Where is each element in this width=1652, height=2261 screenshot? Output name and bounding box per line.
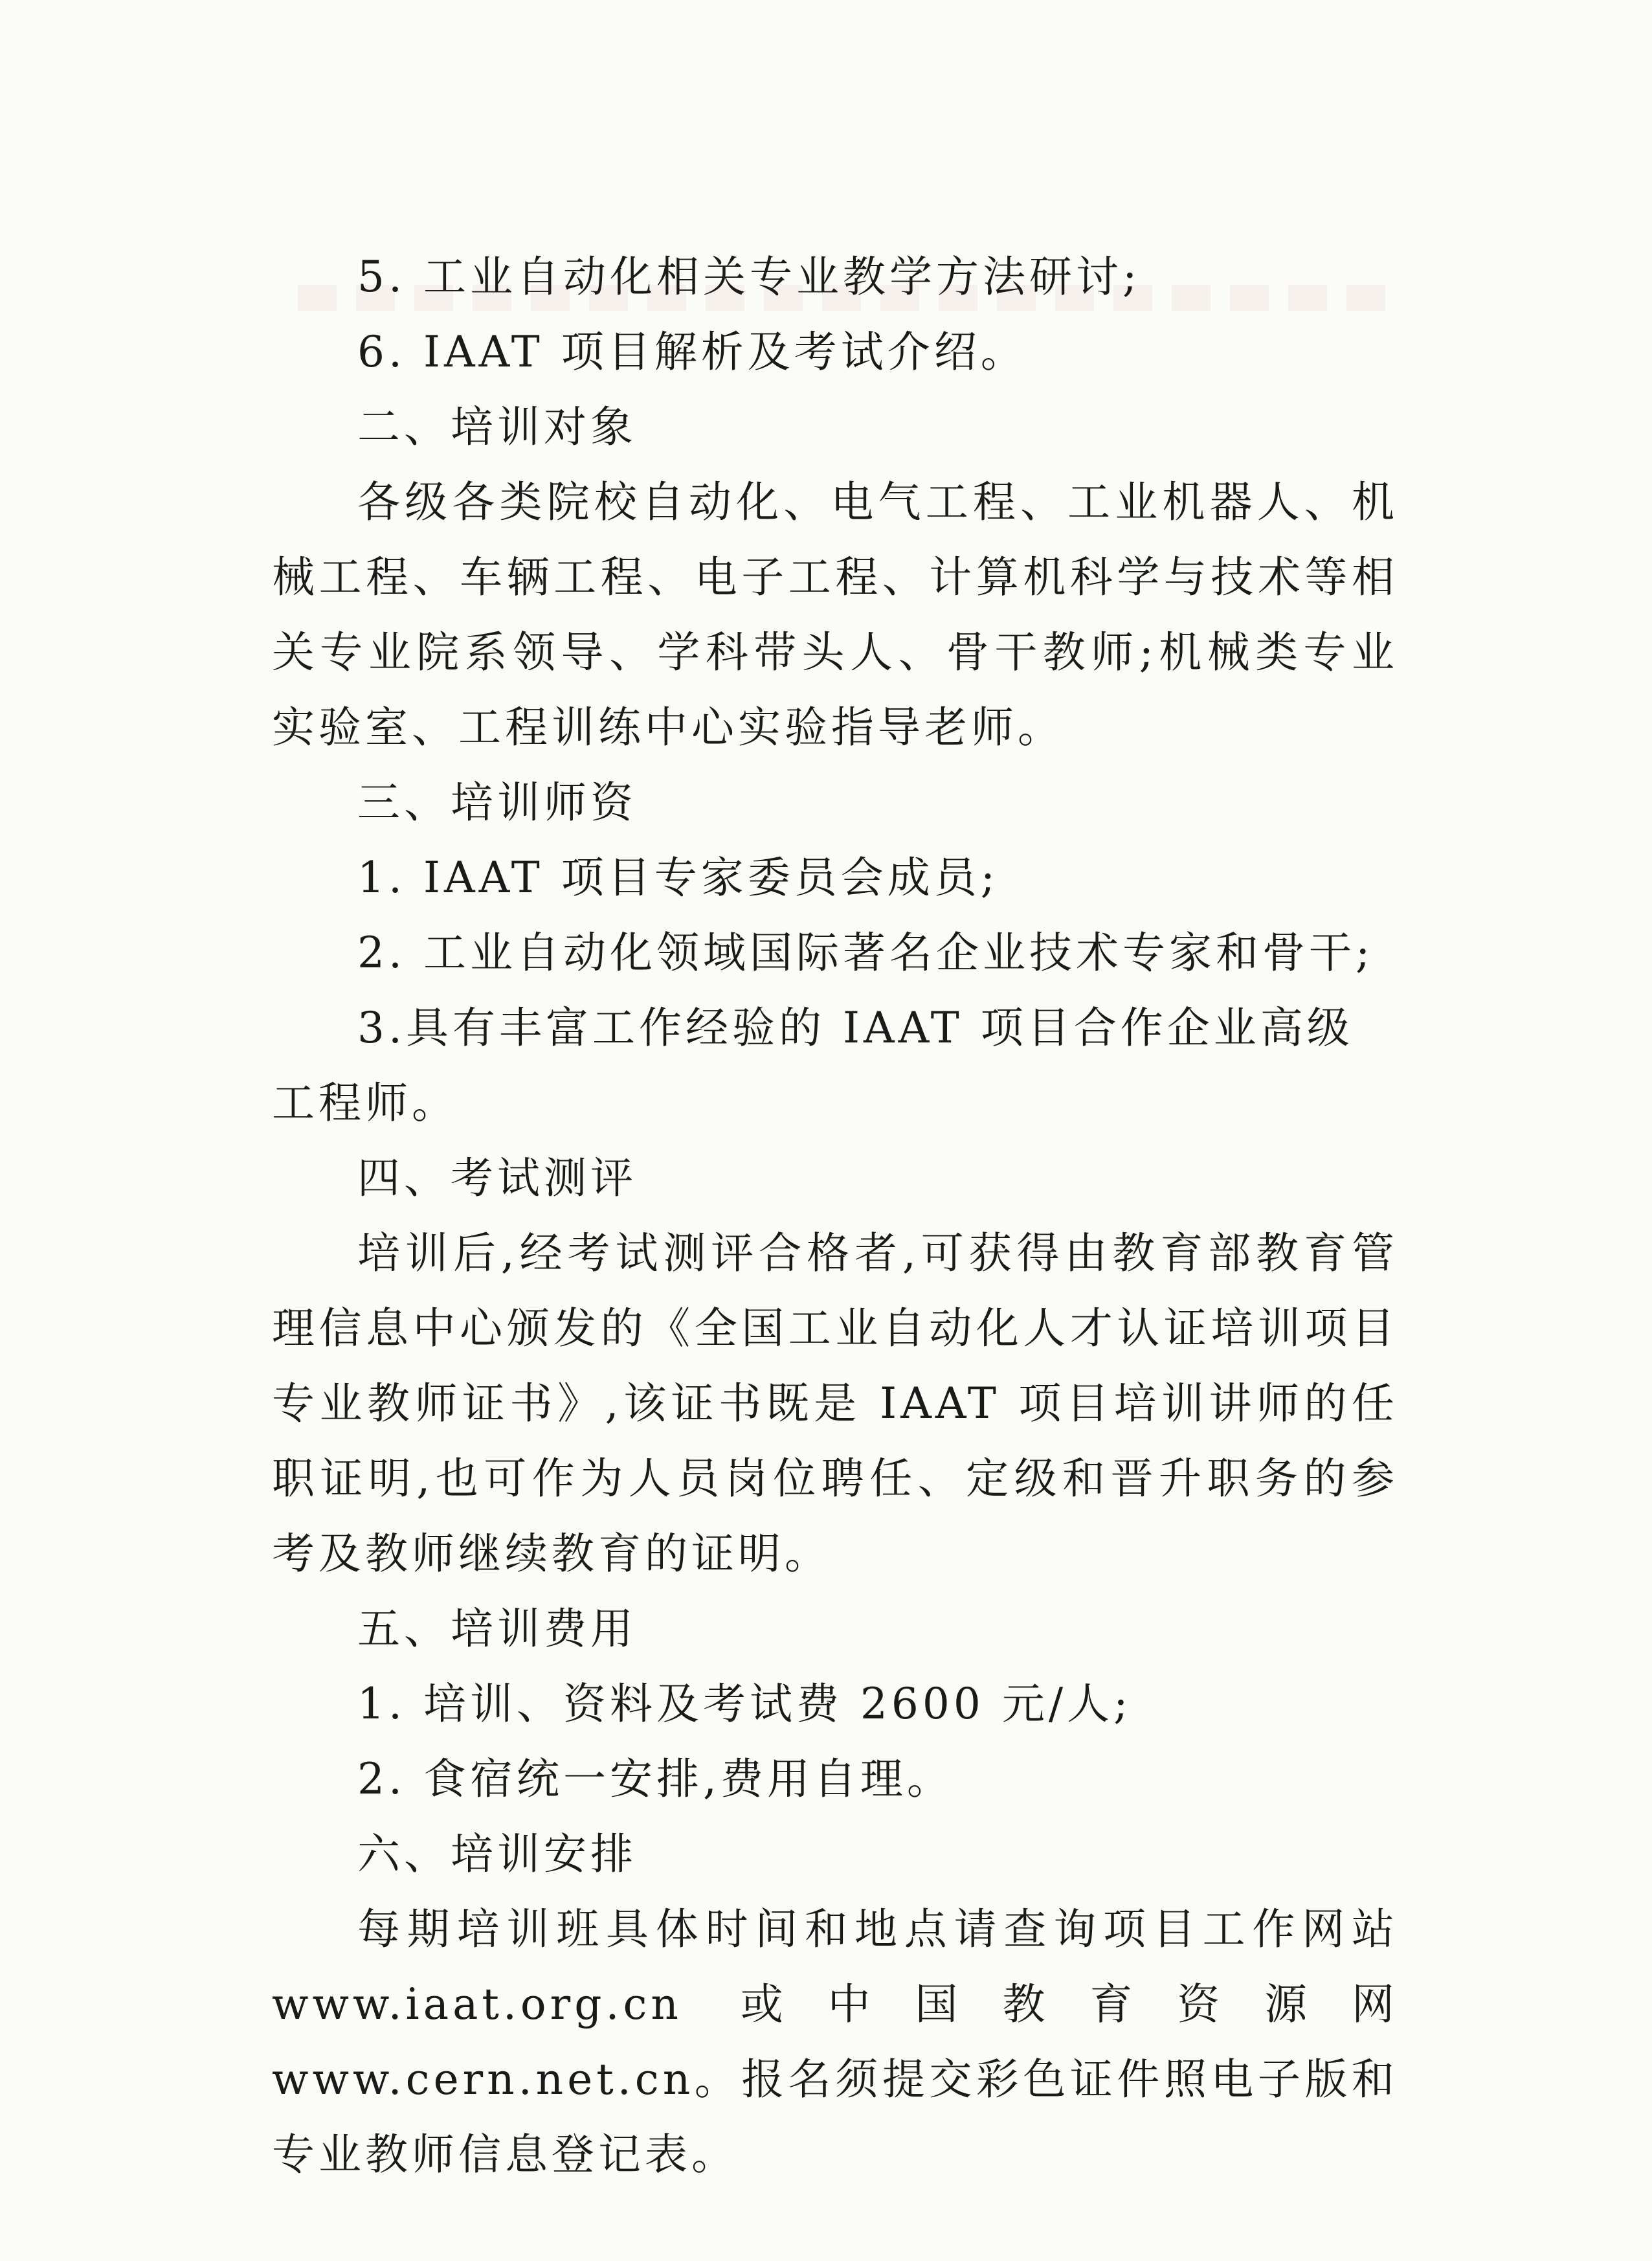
fee-item-2: 2. 食宿统一安排,费用自理。 — [357, 1754, 954, 1804]
list-item-6: 6. IAAT 项目解析及考试介绍。 — [357, 327, 1027, 377]
section-heading-arrangement: 六、培训安排 — [357, 1829, 637, 1879]
trainer-item-2: 2. 工业自动化领域国际著名企业技术专家和骨干; — [357, 928, 1374, 978]
list-item-5: 5. 工业自动化相关专业教学方法研讨; — [357, 252, 1141, 302]
paragraph-training-target: 各级各类院校自动化、电气工程、工业机器人、机械工程、车辆工程、电子工程、计算机科学与技术等相关专业院系领导、学科带头人、骨干教师;机械类专业实验室、工程训练中心实验指导老师。 — [272, 477, 1398, 752]
trainer-item-3: 3.具有丰富工作经验的 IAAT 项目合作企业高级工程师。 — [272, 1003, 1354, 1128]
fee-item-1: 1. 培训、资料及考试费 2600 元/人; — [357, 1679, 1132, 1729]
section-heading-exam: 四、考试测评 — [357, 1153, 637, 1203]
section-heading-training-target: 二、培训对象 — [357, 402, 637, 452]
paragraph-exam: 培训后,经考试测评合格者,可获得由教育部教育管理信息中心颁发的《全国工业自动化人才认证培训项目专业教师证书》,该证书既是 IAAT 项目培训讲师的任职证明,也可作为人员岗位聘任、定级和晋升职务的参考及教师继续教育的证明。 — [272, 1228, 1398, 1579]
paragraph-arrangement: 每期培训班具体时间和地点请查询项目工作网站 www.iaat.org.cn 或中国教育资源网 www.cern.net.cn。报名须提交彩色证件照电子版和专业教师信息登记表。 — [272, 1904, 1398, 2179]
trainer-item-1: 1. IAAT 项目专家委员会成员; — [357, 853, 999, 903]
document-body — [272, 240, 1398, 2192]
section-heading-fees: 五、培训费用 — [357, 1604, 637, 1654]
section-heading-trainers: 三、培训师资 — [357, 778, 637, 827]
